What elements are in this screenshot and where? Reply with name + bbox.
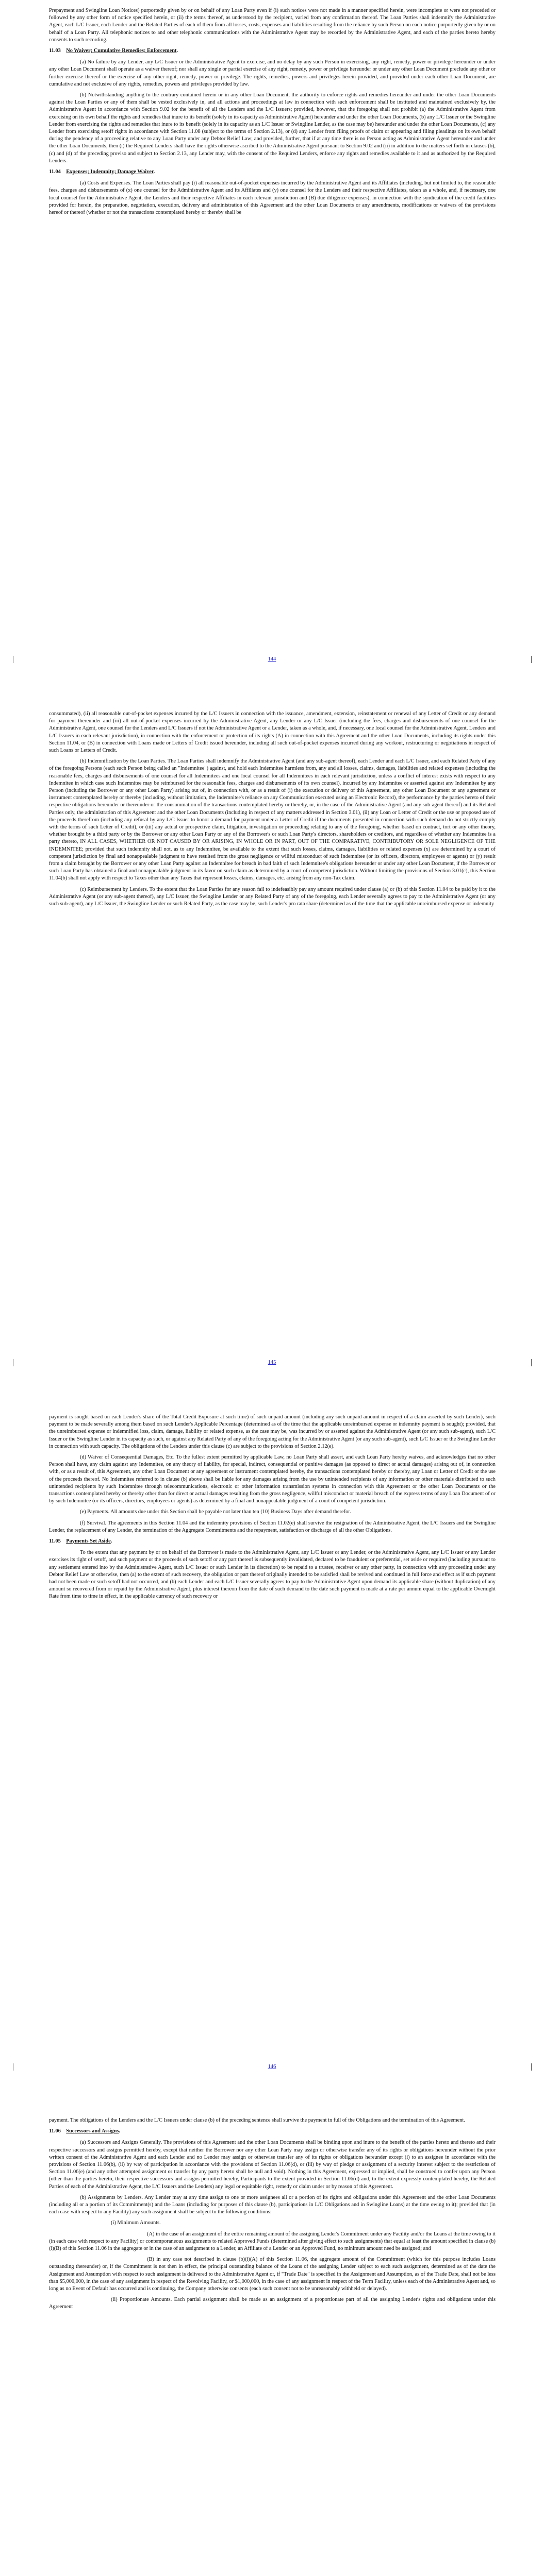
paragraph: (a) Costs and Expenses. The Loan Parties shall pay (i) all reasonable out-of-pocket expenses incurred by the Administrative Agent and its Affiliates (including, but not limited to, the reasonable fees, charges and disbursements of (x) one counsel for the Administrative Agent and its Affiliates and (y) one counsel for the Lenders and their respective Affiliates, taken as a whole, and, if necessary, one local counsel for the Administrative Agent, the Lenders and their respective Affiliates in each relevant jurisdiction and (B) due diligence expenses), in connection with the syndication of the credit facilities provided for herein, the preparation, negotiation, execution, delivery and administration of this Agreement and the other Loan Documents or any amendments, modifications or waivers of the provisions hereof or thereof (whether or not the transactions contemplated hereby or thereby shall be	[49, 180, 496, 216]
paragraph: (f) Survival. The agreements in this Section 11.04 and the indemnity provisions of Section 11.02(e) shall survive the resignation of the Administrative Agent, the L/C Issuers and the Swingline Lender, the replacement of any Lender, the termination of the Aggregate Commitments and the repayment, satisfaction or discharge of all the other Obligations.	[49, 1520, 496, 1533]
page-text	[49, 1414, 496, 1604]
paragraph: (B) in any case not described in clause (b)(i)(A) of this Section 11.06, the aggregate amount of the Commitment (which for this purpose includes Loans outstanding thereunder) or, if the Commitment is not then in effect, the principal outstanding balance of the Loans of the assigning Lender subject to each such assignment, determined as of the date the Assignment and Assumption with respect to such assignment is delivered to the Administrative Agent or, if "Trade Date" is specified in the Assignment and Assumption, as of the Trade Date, shall not be less than $5,000,000, in the case of any assignment in respect of the Revolving Facility, or $1,000,000, in the case of any assignment in respect of the Term Facility, unless each of the Administrative Agent and, so long as no Event of Default has occurred and is continuing, the Company otherwise consents (each such consent not to be unreasonably withheld or delayed).	[49, 2257, 496, 2292]
paragraph: (e) Payments. All amounts due under this Section shall be payable not later than ten (10) Business Days after demand therefor.	[80, 1509, 351, 1515]
paragraph: payment is sought based on each Lender's share of the Total Credit Exposure at such time) of such unpaid amount (including any such unpaid amount in respect of a claim asserted by such Lender), such payment to be made severally among them based on such Lender's Applicable Percentage (determined as of the time that the applicable unreimbursed expense or indemnity payment is sought); provided, that the unreimbursed expense or indemnified loss, claim, damage, liability or related expense, as the case may be, was incurred by or asserted against the Administrative Agent (or any such sub-agent), such L/C Issuer or the Swingline Lender in its capacity as such, or against any Related Party of any of the foregoing acting for the Administrative Agent (or any such sub-agent), such L/C Issuer or the Swingline Lender in connection with such capacity. The obligations of the Lenders under this clause (c) are subject to the provisions of Section 2.12(e).	[49, 1414, 496, 1449]
paragraph: consummated), (ii) all reasonable out-of-pocket expenses incurred by the L/C Issuers in connection with the issuance, amendment, extension, reinstatement or renewal of any Letter of Credit or any demand for payment thereunder and (iii) all out-of-pocket expenses incurred by the Administrative Agent, any Lender or any L/C Issuer (including the fees, charges and disbursements of one counsel for the Administrative Agent, one counsel for the Lenders and L/C Issuers if not the Administrative Agent or a Lender, taken as a whole, and, if necessary, one local counsel for the Administrative Agent, Lenders and L/C Issuers in each relevant jurisdiction), in connection with the enforcement or protection of its rights (A) in connection with this Agreement and the other Loan Documents, including its rights under this Section 11.04, or (B) in connection with Loans made or Letters of Credit issued hereunder, including all such out-of-pocket expenses incurred during any workout, restructuring or negotiations in respect of such Loans or Letters of Credit.	[49, 711, 496, 754]
paragraph: (b) Indemnification by the Loan Parties. The Loan Parties shall indemnify the Administrative Agent (and any sub-agent thereof), each Lender and each L/C Issuer, and each Related Party of any of the foregoing Persons (each such Person being called an "Indemnitee") against, and hold each Indemnitee harmless from, any and all losses, claims, damages, liabilities and related expenses (including the reasonable fees, charges and disbursements of one counsel for all Indemnitees and one local counsel for all Indemnitees in each relevant jurisdiction, unless a conflict of interest exists with respect to any Indemnitee in which case such Indemnitee may be reimbursed for the reasonable fees, charges and disbursements of its own counsel), incurred by any Indemnitee or asserted against any Indemnitee by any Person (including the Borrower or any other Loan Party) arising out of, in connection with, or as a result of (i) the execution or delivery of this Agreement, any other Loan Document or any agreement or instrument contemplated hereby or thereby (including, without limitation, the Indemnitee's reliance on any Communication executed using an Electronic Record), the performance by the parties hereto of their respective obligations hereunder or thereunder or the consummation of the transactions contemplated hereby or thereby, or, in the case of the Administrative Agent (and any sub-agent thereof) and its Related Parties only, the administration of this Agreement and the other Loan Documents (including in respect of any matters addressed in Section 3.01), (ii) any Loan or Letter of Credit or the use or proposed use of the proceeds therefrom (including any refusal by any L/C Issuer to honor a demand for payment under a Letter of Credit if the documents presented in connection with such demand do not strictly comply with the terms of such Letter of Credit), or (iii) any actual or prospective claim, litigation, investigation or proceeding relating to any of the foregoing, whether based on contract, tort or any other theory, whether brought by a third party or by the Borrower or any other Loan Party or any of the Borrower's or such Loan Party's directors, shareholders or creditors, and regardless of whether any Indemnitee is a party thereto, IN ALL CASES, WHETHER OR NOT CAUSED BY OR ARISING, IN WHOLE OR IN PART, OUT OF THE COMPARATIVE, CONTRIBUTORY OR SOLE NEGLIGENCE OF THE INDEMNITEE; provided that such indemnity shall not, as to any Indemnitee, be available to the extent that such losses, claims, damages, liabilities or related expenses (x) are determined by a court of competent jurisdiction by final and nonappealable judgment to have resulted from the gross negligence or willful misconduct of such Indemnitee (or its officers, directors, employees or agents) or (y) result from a claim brought by the Borrower or any other Loan Party against an Indemnitee for breach in bad faith of such Indemnitee's obligations hereunder or under any other Loan Document, if the Borrower or such Loan Party has obtained a final and nonappealable judgment in its favor on such claim as determined by a court of competent jurisdiction. Without limiting the provisions of Section 3.01(c), this Section 11.04(b) shall not apply with respect to Taxes other than any Taxes that represent losses, claims, damages, etc. arising from any non-Tax claim.	[49, 758, 496, 882]
paragraph: (i) Minimum Amounts.	[111, 2220, 161, 2226]
section-heading-11-04: 11.04 Expenses; Indemnity; Damage Waiver.	[49, 169, 155, 175]
page-147	[0, 2110, 544, 2576]
page-text	[49, 2117, 496, 2315]
paragraph: (b) Notwithstanding anything to the contrary contained herein or in any other Loan Document, the authority to enforce rights and remedies hereunder and under the other Loan Documents against the Loan Parties or any of them shall be vested exclusively in, and all actions and proceedings at law in connection with such enforcement shall be instituted and maintained exclusively by, the Administrative Agent in accordance with Section 9.02 for the benefit of all the Lenders and the L/C Issuers; provided, however, that the foregoing shall not prohibit (a) the Administrative Agent from exercising on its own behalf the rights and remedies that inure to its benefit (solely in its capacity as Administrative Agent) hereunder and under the other Loan Documents, (b) any L/C Issuer or the Swingline Lender from exercising the rights and remedies that inure to its benefit (solely in its capacity as an L/C Issuer or Swingline Lender, as the case may be) hereunder and under the other Loan Documents, (c) any Lender from exercising setoff rights in accordance with Section 11.08 (subject to the terms of Section 2.13), or (d) any Lender from filing proofs of claim or appearing and filing pleadings on its own behalf during the pendency of a proceeding relative to any Loan Party under any Debtor Relief Law; and provided, further, that if at any time there is no Person acting as Administrative Agent hereunder and under the other Loan Documents, then (i) the Required Lenders shall have the rights otherwise ascribed to the Administrative Agent pursuant to Section 9.02 and (ii) in addition to the matters set forth in clauses (b), (c) and (d) of the preceding proviso and subject to Section 2.13, any Lender may, with the consent of the Required Lenders, enforce any rights and remedies available to it and as authorized by the Required Lenders.	[49, 92, 496, 164]
paragraph: (A) in the case of an assignment of the entire remaining amount of the assigning Lender's Commitment under any Facility and/or the Loans at the time owing to it (in each case with respect to any Facility) or contemporaneous assignments to related Approved Funds (determined after giving effect to such assignments) that equal at least the amount specified in clause (b)(i)(B) of this Section 11.06 in the aggregate or in the case of an assignment to a Lender, an Affiliate of a Lender or an Approved Fund, no minimum amount need be assigned; and	[49, 2231, 496, 2252]
page-number-link[interactable]: 146	[268, 2064, 276, 2070]
page-number-link[interactable]: 144	[268, 656, 276, 662]
paragraph: (c) Reimbursement by Lenders. To the extent that the Loan Parties for any reason fail to indefeasibly pay any amount required under clause (a) or (b) of this Section 11.04 to be paid by it to the Administrative Agent (or any sub-agent thereof), any L/C Issuer, the Swingline Lender or any Related Party of any of the foregoing, each Lender severally agrees to pay to the Administrative Agent (or any such sub-agent), any L/C Issuer, the Swingline Lender or such Related Party, as the case may be, such Lender's pro rata share (determined as of the time that the applicable unreimbursed expense or indemnity	[49, 886, 496, 907]
paragraph: (d) Waiver of Consequential Damages, Etc. To the fullest extent permitted by applicable Law, no Loan Party shall assert, and each Loan Party hereby waives, and acknowledges that no other Person shall have, any claim against any Indemnitee, on any theory of liability, for special, indirect, consequential or punitive damages (as opposed to direct or actual damages) arising out of, in connection with, or as a result of, this Agreement, any other Loan Document or any agreement or instrument contemplated hereby, the transactions contemplated hereby or thereby, any Loan or Letter of Credit or the use of the proceeds thereof. No Indemnitee referred to in clause (b) above shall be liable for any damages arising from the use by unintended recipients of any information or other materials distributed to such unintended recipients by such Indemnitee through telecommunications, electronic or other information transmission systems in connection with this Agreement or the other Loan Documents or the transactions contemplated hereby or thereby other than for direct or actual damages resulting from the gross negligence, willful misconduct or material breach of the express terms of any Loan Document of or by such Indemnitee (or its officers, directors, employees or agents) as determined by a final and nonappealable judgment of a court of competent jurisdiction.	[49, 1454, 496, 1504]
section-heading-11-06: 11.06 Successors and Assigns.	[49, 2128, 121, 2134]
paragraph: (a) Successors and Assigns Generally. The provisions of this Agreement and the other Loan Documents shall be binding upon and inure to the benefit of the parties hereto and thereto and their respective successors and assigns permitted hereby, except that neither the Borrower nor any other Loan Party may assign or otherwise transfer any of its rights or obligations hereunder without the prior written consent of the Administrative Agent and each Lender and no Lender may assign or otherwise transfer any of its rights or obligations hereunder except (i) to an assignee in accordance with the provisions of Section 11.06(b), (ii) by way of participation in accordance with the provisions of Section 11.06(d), or (iii) by way of pledge or assignment of a security interest subject to the restrictions of Section 11.06(e) (and any other attempted assignment or transfer by any party hereto shall be null and void). Nothing in this Agreement, expressed or implied, shall be construed to confer upon any Person (other than the parties hereto, their respective successors and assigns permitted hereby, Participants to the extent provided in Section 11.06(d) and, to the extent expressly contemplated hereby, the Related Parties of each of the Administrative Agent, the L/C Issuers and the Lenders) any legal or equitable right, remedy or claim under or by reason of this Agreement.	[49, 2140, 496, 2190]
paragraph: To the extent that any payment by or on behalf of the Borrower is made to the Administrative Agent, any L/C Issuer or any Lender, or the Administrative Agent, any L/C Issuer or any Lender exercises its right of setoff, and such payment or the proceeds of such setoff or any part thereof is subsequently invalidated, declared to be fraudulent or preferential, set aside or required (including pursuant to any settlement entered into by the Administrative Agent, such L/C Issuer or such Lender in its discretion) to be repaid to a trustee, receiver or any other party, in connection with any proceeding under any Debtor Relief Law or otherwise, then (a) to the extent of such recovery, the obligation or part thereof originally intended to be satisfied shall be revived and continued in full force and effect as if such payment had not been made or such setoff had not occurred, and (b) each Lender and each L/C Issuer severally agrees to pay to the Administrative Agent upon demand its applicable share (without duplication) of any amount so recovered from or repaid by the Administrative Agent, plus interest thereon from the date of such demand to the date such payment is made at a rate per annum equal to the applicable Overnight Rate from time to time in effect, in the applicable currency of such recovery or	[49, 1550, 496, 1600]
page-text	[49, 710, 496, 911]
page-144	[0, 0, 544, 703]
paragraph: Prepayment and Swingline Loan Notices) purportedly given by or on behalf of any Loan Party even if (i) such notices were not made in a manner specified herein, were incomplete or were not preceded or followed by any other form of notice specified herein, or (ii) the terms thereof, as understood by the recipient, varied from any confirmation thereof. The Loan Parties shall indemnify the Administrative Agent, each L/C Issuer, each Lender and the Related Parties of each of them from all losses, costs, expenses and liabilities resulting from the reliance by such Person on each notice purportedly given by or on behalf of a Loan Party. All telephonic notices to and other telephonic communications with the Administrative Agent may be recorded by the Administrative Agent, and each of the parties hereto hereby consents to such recording.	[49, 8, 496, 43]
page-146	[0, 1406, 544, 2110]
section-heading-11-05: 11.05 Payments Set Aside.	[49, 1538, 112, 1545]
paragraph: (b) Assignments by Lenders. Any Lender may at any time assign to one or more assignees all or a portion of its rights and obligations under this Agreement and the other Loan Documents (including all or a portion of its Commitment(s) and the Loans (including for purposes of this clause (b), participations in L/C Obligations and in Swingline Loans) at the time owing to it); provided that (in each case with respect to any Facility) any such assignment shall be subject to the following conditions:	[49, 2194, 496, 2215]
paragraph: (a) No failure by any Lender, any L/C Issuer or the Administrative Agent to exercise, and no delay by any such Person in exercising, any right, remedy, power or privilege hereunder or under any other Loan Document shall operate as a waiver thereof; nor shall any single or partial exercise of any right, remedy, power or privilege hereunder or under any other Loan Document preclude any other or further exercise thereof or the exercise of any other right, remedy, power or privilege. The rights, remedies, powers and privileges herein provided, and provided under each other Loan Document, are cumulative and not exclusive of any rights, remedies, powers and privileges provided by law.	[49, 59, 496, 87]
page-text	[49, 7, 496, 220]
page-number-link[interactable]: 145	[268, 1360, 276, 1365]
page-145	[0, 703, 544, 1406]
paragraph: (ii) Proportionate Amounts. Each partial assignment shall be made as an assignment of a proportionate part of all the assigning Lender's rights and obligations under this Agreement	[49, 2297, 496, 2310]
section-heading-11-03: 11.03 No Waiver; Cumulative Remedies; Enforcement.	[49, 48, 178, 54]
paragraph: payment. The obligations of the Lenders and the L/C Issuers under clause (b) of the preceding sentence shall survive the payment in full of the Obligations and the termination of this Agreement.	[49, 2117, 465, 2123]
